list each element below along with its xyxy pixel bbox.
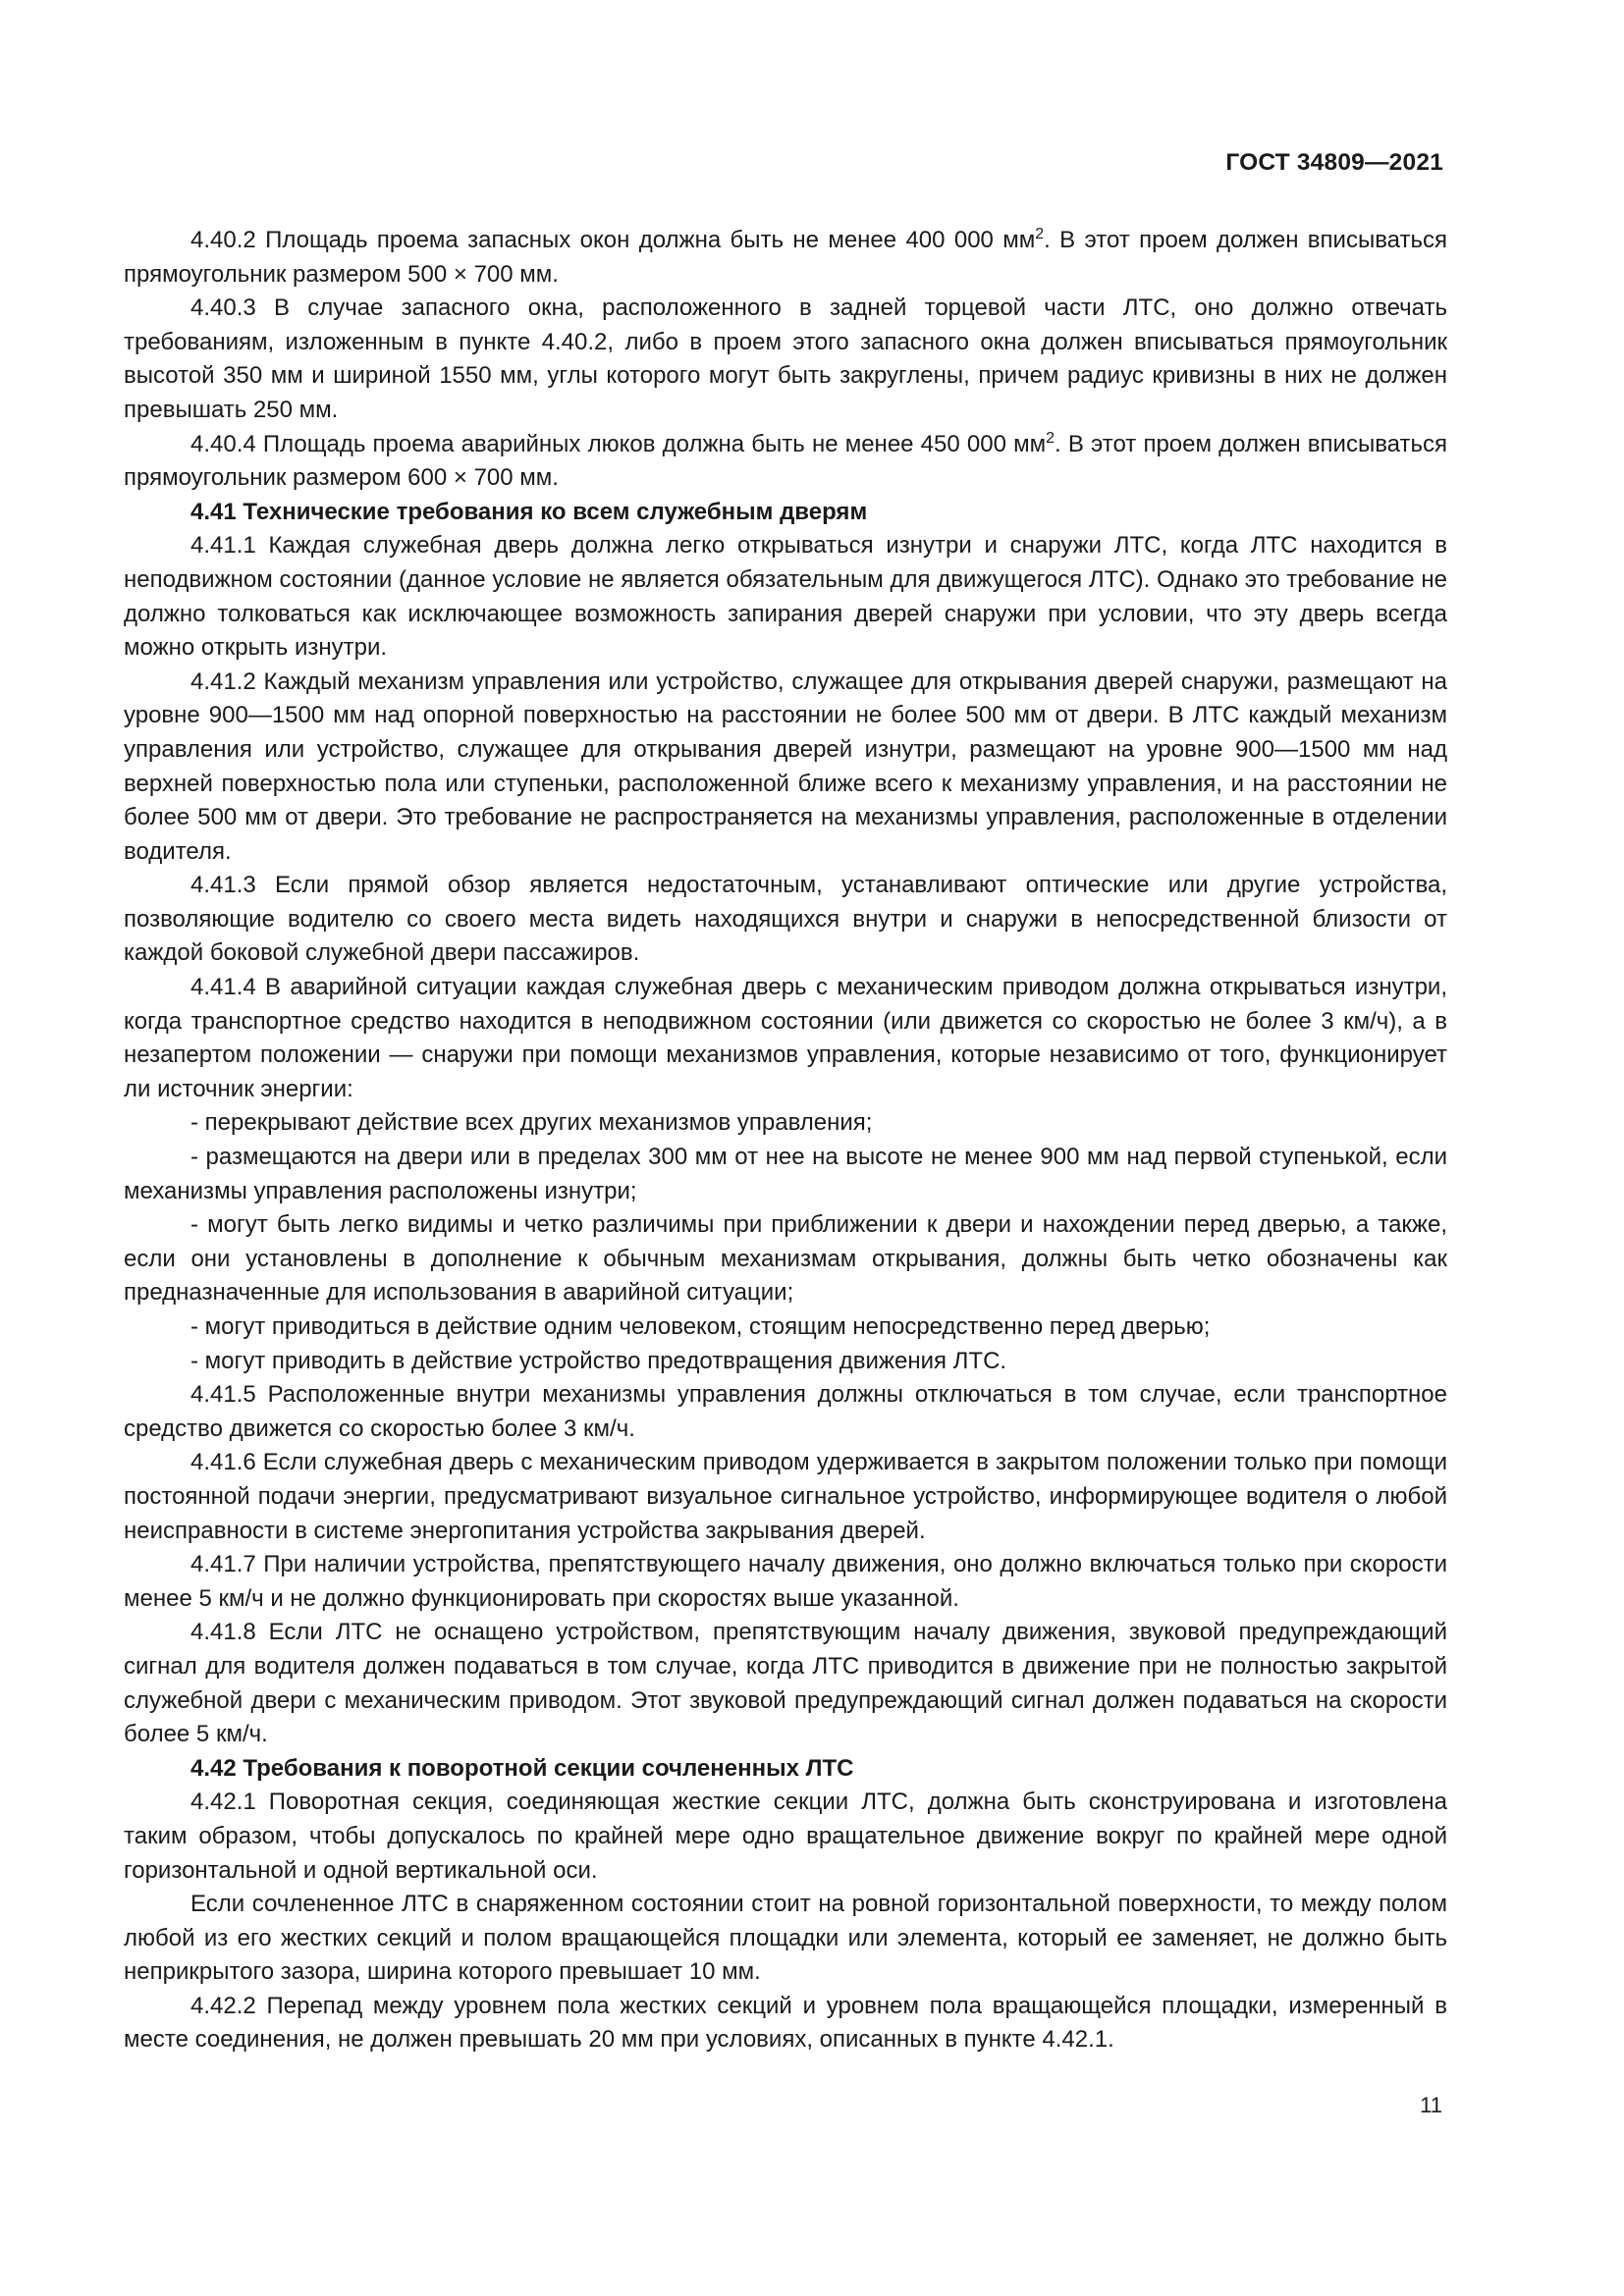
section-heading-4-42: 4.42 Требования к поворотной секции сочлененных ЛТС	[190, 1754, 854, 1782]
list-item-4: - могут приводиться в действие одним человеком, стоящим непосредственно перед дверью;	[190, 1313, 1211, 1340]
superscript: 2	[1046, 429, 1056, 447]
paragraph-4-42-1-continuation: Если сочлененное ЛТС в снаряженном состоянии стоит на ровной горизонтальной поверхности, то между полом любой из его жестких секций и полом вращающейся площадки или элемента, который ее заменяет, не должно быть неприкрытого зазора, ширина которого превышает 10 мм.	[124, 1891, 1447, 1986]
document-code: ГОСТ 34809—2021	[1225, 149, 1443, 176]
superscript: 2	[1035, 226, 1045, 242]
section-heading-4-41: 4.41 Технические требования ко всем служебным дверям	[190, 498, 868, 525]
paragraph-4-41-6: 4.41.6 Если служебная дверь с механическим приводом удерживается в закрытом положении только при помощи постоянной подачи энергии, предусматривают визуальное сигнальное устройство, информирующее водителя о любой неисправности в системе энергопитания устройства закрывания дверей.	[124, 1449, 1447, 1544]
paragraph-4-41-3: 4.41.3 Если прямой обзор является недостаточным, устанавливают оптические или другие устройства, позволяющие водителю со своего места видеть находящихся внутри и снаружи в непосредственной близости от каждой боковой служебной двери пассажиров.	[124, 872, 1447, 967]
paragraph-4-41-7: 4.41.7 При наличии устройства, препятствующего началу движения, оно должно включаться только при скорости менее 5 км/ч и не должно функционировать при скоростях выше указанной.	[124, 1551, 1447, 1612]
paragraph-4-42-2: 4.42.2 Перепад между уровнем пола жестких секций и уровнем пола вращающейся площадки, измеренный в месте соединения, не должен превышать 20 мм при условиях, описанных в пункте 4.42.1.	[124, 1992, 1447, 2054]
document-body	[124, 224, 1447, 2057]
paragraph-4-40-4-text: 4.40.4 Площадь проема аварийных люков должна быть не менее 450 000 мм	[190, 430, 1047, 457]
paragraph-4-40-4-text-end: . В этот проем должен вписываться прямоугольник размером 600 × 700 мм.	[124, 430, 1447, 492]
page-number: 11	[1420, 2093, 1442, 2117]
paragraph-4-40-2	[124, 224, 1447, 292]
list-item-1: - перекрывают действие всех других механизмов управления;	[190, 1109, 873, 1137]
paragraph-4-41-2: 4.41.2 Каждый механизм управления или устройство, служащее для открывания дверей снаружи, размещают на уровне 900—1500 мм над опорной поверхностью на расстоянии не более 500 мм от двери. В ЛТС каждый механизм управления или устройство, служащее для открывания дверей изнутри, размещают на уровне 900—1500 мм над верхней поверхностью пола или ступеньки, расположенной ближе всего к механизму управления, и на расстоянии не более 500 мм от двери. Это требование не распространяется на механизмы управления, расположенные в отделении водителя.	[124, 667, 1447, 865]
paragraph-4-41-1: 4.41.1 Каждая служебная дверь должна легко открываться изнутри и снаружи ЛТС, когда ЛТС находится в неподвижном состоянии (данное условие не является обязательным для движущегося ЛТС). Однако это требование не должно толковаться как исключающее возможность запирания дверей снаружи при условии, что эту дверь всегда можно открыть изнутри.	[124, 532, 1447, 662]
paragraph-4-41-4: 4.41.4 В аварийной ситуации каждая служебная дверь с механическим приводом должна открываться изнутри, когда транспортное средство находится в неподвижном состоянии (или движется со скоростью не более 3 км/ч), а в незапертом положении — снаружи при помощи механизмов управления, которые независимо от того, функционирует ли источник энергии:	[124, 974, 1447, 1102]
paragraph-4-42-1: 4.42.1 Поворотная секция, соединяющая жесткие секции ЛТС, должна быть сконструирована и изготовлена таким образом, чтобы допускалось по крайней мере одно вращательное движение вокруг по крайней мере одной горизонтальной и одной вертикальной оси.	[124, 1789, 1447, 1884]
paragraph-4-41-8: 4.41.8 Если ЛТС не оснащено устройством, препятствующим началу движения, звуковой предупреждающий сигнал для водителя должен подаваться в том случае, когда ЛТС приводится в движение при не полностью закрытой служебной двери с механическим приводом. Этот звуковой предупреждающий сигнал должен подаваться на скорости более 5 км/ч.	[124, 1619, 1447, 1748]
list-item-2: - размещаются на двери или в пределах 300 мм от нее на высоте не менее 900 мм над первой ступенькой, если механизмы управления расположены изнутри;	[124, 1144, 1447, 1204]
list-item-3: - могут быть легко видимы и четко различимы при приближении к двери и нахождении перед дверью, а также, если они установлены в дополнение к обычным механизмам открывания, должны быть четко обозначены как предназначенные для использования в аварийной ситуации;	[124, 1211, 1447, 1307]
paragraph-4-41-5: 4.41.5 Расположенные внутри механизмы управления должны отключаться в том случае, если транспортное средство движется со скоростью более 3 км/ч.	[124, 1381, 1447, 1442]
paragraph-4-40-2-text: 4.40.2 Площадь проема запасных окон должна быть не менее 400 000 мм	[190, 227, 1036, 253]
paragraph-4-40-2-text-end: . В этот проем должен вписываться прямоугольник размером 500 × 700 мм.	[124, 227, 1447, 288]
paragraph-4-40-3: 4.40.3 В случае запасного окна, расположенного в задней торцевой части ЛТС, оно должно отвечать требованиям, изложенным в пункте 4.40.2, либо в проем этого запасного окна должен вписываться прямоугольник высотой 350 мм и шириной 1550 мм, углы которого могут быть закруглены, причем радиус кривизны в них не должен превышать 250 мм.	[124, 294, 1447, 423]
list-item-5: - могут приводить в действие устройство предотвращения движения ЛТС.	[190, 1347, 1007, 1374]
paragraph-4-40-4	[124, 428, 1447, 496]
